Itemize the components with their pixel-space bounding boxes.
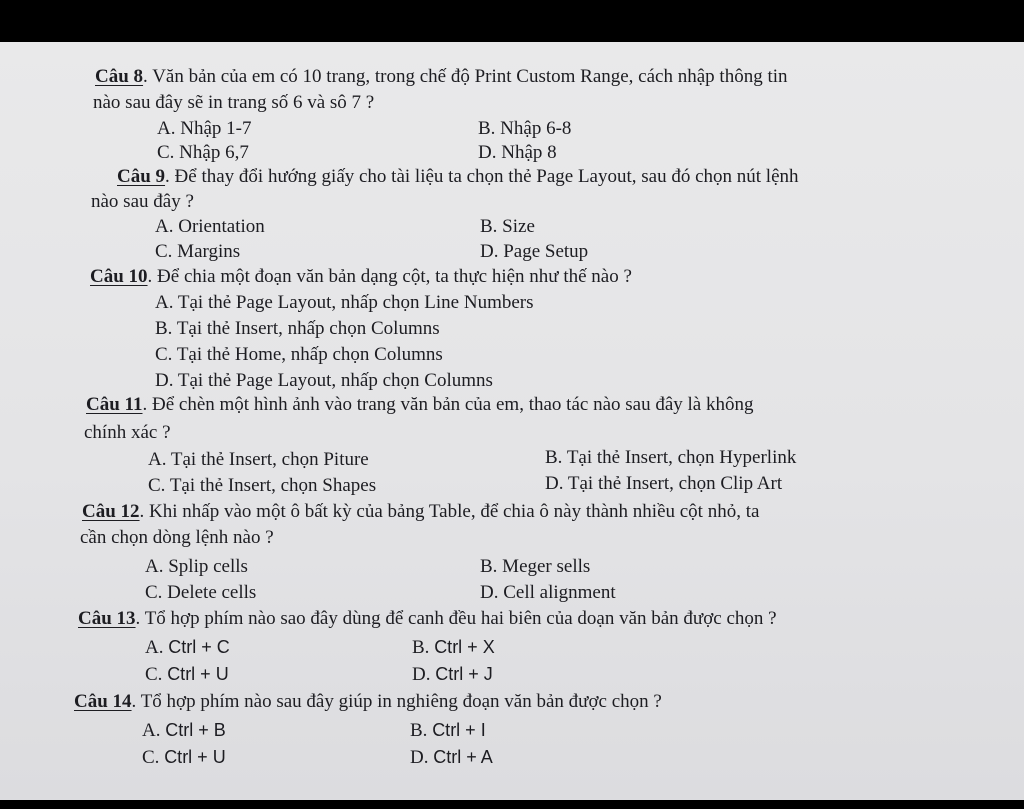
question-14-option-b xyxy=(410,717,486,744)
question-12-option-c: C. Delete cells xyxy=(145,582,257,603)
question-number: Câu 8 xyxy=(95,66,144,87)
question-14-option-a xyxy=(142,717,226,744)
question-text: . Tổ hợp phím nào sau đây giúp in nghiêng đoạn văn bản được chọn ? xyxy=(131,691,662,712)
question-8-option-c: C. Nhập 6,7 xyxy=(157,142,249,163)
option-keys: Ctrl + U xyxy=(164,747,226,767)
question-9-line-1 xyxy=(117,164,799,190)
question-11-line-2: chính xác ? xyxy=(84,422,171,443)
question-11-option-b: B. Tại thẻ Insert, chọn Hyperlink xyxy=(545,447,797,468)
question-8-line-1 xyxy=(95,64,788,90)
option-keys: Ctrl + X xyxy=(434,637,495,657)
question-13-line-1 xyxy=(78,606,777,632)
question-12-line-2: cần chọn dòng lệnh nào ? xyxy=(80,527,274,548)
question-number: Câu 14 xyxy=(74,691,132,712)
question-9-option-b: B. Size xyxy=(480,216,535,237)
question-9-option-d: D. Page Setup xyxy=(480,241,589,262)
question-11-option-d: D. Tại thẻ Insert, chọn Clip Art xyxy=(545,473,783,494)
question-10-option-d: D. Tại thẻ Page Layout, nhấp chọn Columns xyxy=(155,370,493,391)
question-number: Câu 9 xyxy=(117,166,166,187)
option-letter: C. xyxy=(145,664,168,685)
bottom-border xyxy=(0,800,1024,809)
option-letter: A. xyxy=(145,637,169,658)
question-14-option-d xyxy=(410,744,493,771)
question-14-option-c xyxy=(142,744,226,771)
question-13-option-a xyxy=(145,634,230,661)
question-text: . Để chia một đoạn văn bản dạng cột, ta thực hiện như thế nào ? xyxy=(147,266,632,287)
question-13-option-c xyxy=(145,661,229,688)
question-12-option-d: D. Cell alignment xyxy=(480,582,616,603)
question-13-option-b xyxy=(412,634,495,661)
question-10-line-1 xyxy=(90,264,632,290)
option-keys: Ctrl + A xyxy=(433,747,493,767)
question-text: . Văn bản của em có 10 trang, trong chế độ Print Custom Range, cách nhập thông tin xyxy=(143,66,788,87)
exam-page xyxy=(0,42,1024,800)
question-12-line-1 xyxy=(82,499,759,525)
option-keys: Ctrl + U xyxy=(167,664,229,684)
question-number: Câu 11 xyxy=(86,394,143,415)
question-11-option-a: A. Tại thẻ Insert, chọn Piture xyxy=(148,449,369,470)
question-10-option-a: A. Tại thẻ Page Layout, nhấp chọn Line Numbers xyxy=(155,292,534,313)
question-11-line-1 xyxy=(86,392,753,418)
question-number: Câu 10 xyxy=(90,266,148,287)
question-11-option-c: C. Tại thẻ Insert, chọn Shapes xyxy=(148,475,377,496)
option-keys: Ctrl + B xyxy=(165,720,226,740)
question-text: . Để chèn một hình ảnh vào trang văn bản của em, thao tác nào sau đây là không xyxy=(142,394,754,415)
question-8-option-a: A. Nhập 1-7 xyxy=(157,118,252,139)
question-12-option-b: B. Meger sells xyxy=(480,556,591,577)
question-8-option-b: B. Nhập 6-8 xyxy=(478,118,572,139)
question-13-option-d xyxy=(412,661,493,688)
question-12-option-a: A. Splip cells xyxy=(145,556,248,577)
option-letter: C. xyxy=(142,747,165,768)
question-text: . Khi nhấp vào một ô bất kỳ của bảng Table, để chia ô này thành nhiều cột nhỏ, ta xyxy=(139,501,760,522)
question-9-line-2: nào sau đây ? xyxy=(91,191,194,212)
question-10-option-b: B. Tại thẻ Insert, nhấp chọn Columns xyxy=(155,318,440,339)
question-number: Câu 13 xyxy=(78,608,136,629)
option-letter: B. xyxy=(410,720,433,741)
question-text: . Tổ hợp phím nào sao đây dùng để canh đều hai biên của doạn văn bản được chọn ? xyxy=(135,608,777,629)
question-10-option-c: C. Tại thẻ Home, nhấp chọn Columns xyxy=(155,344,443,365)
question-14-line-1 xyxy=(74,689,662,715)
option-letter: D. xyxy=(412,664,436,685)
question-9-option-c: C. Margins xyxy=(155,241,241,262)
option-keys: Ctrl + C xyxy=(168,637,230,657)
option-letter: B. xyxy=(412,637,435,658)
question-text: . Để thay đổi hướng giấy cho tài liệu ta chọn thẻ Page Layout, sau đó chọn nút lệnh xyxy=(165,166,799,187)
option-keys: Ctrl + J xyxy=(435,664,493,684)
option-letter: A. xyxy=(142,720,166,741)
option-keys: Ctrl + I xyxy=(432,720,486,740)
question-number: Câu 12 xyxy=(82,501,140,522)
question-8-line-2: nào sau đây sẽ in trang số 6 và sô 7 ? xyxy=(93,92,375,113)
question-8-option-d: D. Nhập 8 xyxy=(478,142,557,163)
question-9-option-a: A. Orientation xyxy=(155,216,265,237)
option-letter: D. xyxy=(410,747,434,768)
